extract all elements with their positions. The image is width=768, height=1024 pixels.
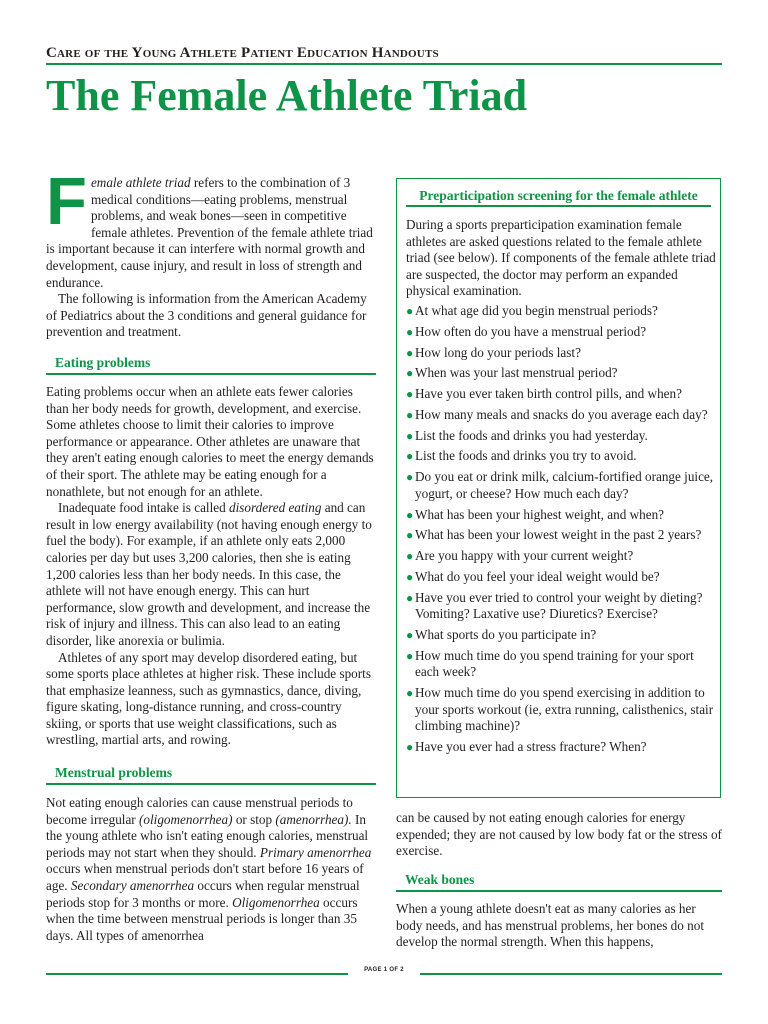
header-rule	[46, 63, 722, 65]
eating-problems-body	[46, 384, 376, 749]
list-item	[406, 569, 716, 586]
screening-box-title: Preparticipation screening for the female athlete	[406, 187, 711, 207]
list-item	[406, 386, 716, 403]
intro-paragraph-1	[46, 164, 376, 291]
menstrual-problems-heading	[46, 765, 376, 785]
question-text: Are you happy with your current weight?	[415, 548, 634, 564]
question-text: What has been your lowest weight in the past 2 years?	[415, 527, 702, 543]
list-item	[406, 324, 716, 341]
menstrual-text-4: occurs when menstrual periods don't start before 16 years of age.	[46, 861, 364, 893]
weak-bones-paragraph: When a young athlete doesn't eat as many calories as her body needs, and has menstrual problems, her bones do not develop the normal strength. When this happens,	[396, 901, 705, 950]
question-text: When was your last menstrual period?	[415, 365, 618, 381]
question-text: How often do you have a menstrual period?	[415, 323, 647, 339]
term-oligomenorrhea-2: Oligomenorrhea	[232, 894, 320, 910]
list-item	[406, 685, 716, 735]
eating-text-b: and can result in low energy availability (not having enough energy to fuel the body). For example, if an athlete only eats 2,000 calories per day but uses 3,200 calories, then she is eating 1,200 calories less than her body needs. In this case, the athlete will not have enough energy. This can hurt performance, slow growth and development, and increase the risk of injury and illness. This can also lead to an eating disorder, like anorexia or bulimia.	[46, 500, 372, 648]
list-item	[406, 548, 716, 565]
question-text: Have you ever had a stress fracture? When?	[415, 739, 647, 755]
list-item	[406, 527, 716, 544]
bullet-icon: ●	[406, 549, 414, 564]
list-item	[406, 627, 716, 644]
eating-text-a: Inadequate food intake is called	[58, 500, 229, 516]
menstrual-problems-body	[46, 795, 376, 944]
list-item	[406, 590, 716, 623]
question-text: What do you feel your ideal weight would be?	[415, 568, 660, 584]
footer-rule-left	[46, 973, 348, 975]
bullet-icon: ●	[406, 387, 414, 402]
question-text: List the foods and drinks you try to avoid.	[415, 448, 637, 464]
list-item	[406, 303, 716, 320]
question-text: Have you ever tried to control your weight by dieting? Vomiting? Laxative use? Diuretics? Exercise?	[415, 589, 703, 622]
menstrual-text-1: Not eating enough calories can cause menstrual periods to become irregular	[46, 795, 353, 827]
term-oligomenorrhea: (oligomenorrhea)	[139, 811, 233, 827]
intro-term: emale athlete triad	[90, 175, 191, 190]
bullet-icon: ●	[406, 740, 414, 755]
list-item	[406, 648, 716, 681]
bullet-icon: ●	[406, 366, 414, 381]
screening-intro: During a sports preparticipation examination female athletes are asked questions related to the female athlete triad (see below). If components of the female athlete triad are suspected, the doctor may perform an expanded physical examination.	[406, 217, 716, 299]
list-item	[406, 469, 716, 502]
question-text: How much time do you spend exercising in addition to your sports workout (ie, extra running, calisthenics, stair climbing machine)?	[415, 685, 714, 734]
menstrual-text-3: In the young athlete who isn't eating enough calories, menstrual periods may not start when they should.	[46, 811, 369, 860]
bullet-icon: ●	[406, 324, 414, 339]
eating-paragraph-1: Eating problems occur when an athlete eats fewer calories than her body needs for growth, development, and exercise. Some athletes choose to limit their calories to improve performance or appearance. Other athletes are unaware that they aren't eating enough calories to meet the energy demands of their sport. The athlete may be eating enough for a nonathlete, but not enough for an athlete.	[46, 384, 374, 499]
page-number: PAGE 1 OF 2	[364, 967, 404, 973]
question-text: List the foods and drinks you had yesterday.	[415, 427, 648, 443]
list-item	[406, 739, 716, 756]
bullet-icon: ●	[406, 449, 414, 464]
question-text: What has been your highest weight, and when?	[415, 506, 665, 522]
list-item	[406, 448, 716, 465]
bullet-icon: ●	[406, 569, 414, 584]
screening-question-list	[406, 303, 716, 756]
bullet-icon: ●	[406, 470, 414, 485]
weak-bones-heading	[396, 872, 722, 892]
screening-box-body	[406, 217, 716, 760]
bullet-icon: ●	[406, 303, 414, 318]
eating-paragraph-3: Athletes of any sport may develop disordered eating, but some sports place athletes at higher risk. These include sports that emphasize leanness, such as gymnastics, dance, diving, figure skating, long-distance running, and cross-country skiing, or sports that use weight classifications, such as wrestling, martial arts, and rowing.	[46, 649, 371, 748]
question-text: How much time do you spend training for your sport each week?	[415, 647, 694, 680]
eating-problems-heading-text: Eating problems	[55, 355, 151, 370]
footer-rule-right	[420, 973, 722, 975]
term-primary-amenorrhea: Primary amenorrhea	[259, 844, 372, 860]
bullet-icon: ●	[406, 428, 414, 443]
eating-term: disordered eating	[229, 500, 322, 516]
question-text: How many meals and snacks do you average each day?	[415, 406, 708, 422]
bullet-icon: ●	[406, 648, 414, 663]
series-title: Care of the Young Athlete Patient Education Handouts	[46, 45, 439, 61]
term-secondary-amenorrhea: Secondary amenorrhea	[70, 877, 195, 893]
eating-problems-heading	[46, 355, 376, 375]
intro-section	[46, 164, 376, 341]
bullet-icon: ●	[406, 628, 414, 643]
bullet-icon: ●	[406, 528, 414, 543]
question-text: What sports do you participate in?	[415, 627, 597, 643]
page-title: The Female Athlete Triad	[46, 71, 528, 120]
bullet-icon: ●	[406, 686, 414, 701]
bullet-icon: ●	[406, 507, 414, 522]
list-item	[406, 428, 716, 445]
question-text: How long do your periods last?	[415, 344, 581, 360]
weak-bones-body	[396, 901, 724, 951]
list-item	[406, 507, 716, 524]
screening-box	[396, 178, 721, 798]
intro-text: refers to the combination of 3 medical conditions—eating problems, menstrual problems, and weak bones—seen in competitive female athletes. Prevention of the female athlete triad is important because it can interfere with normal growth and development, cause injury, and result in loss of strength and endurance.	[46, 175, 373, 290]
list-item	[406, 345, 716, 362]
question-text: Do you eat or drink milk, calcium-fortified orange juice, yogurt, or cheese? How much each day?	[415, 469, 714, 501]
drop-cap: F	[46, 164, 87, 239]
bullet-icon: ●	[406, 590, 414, 605]
eating-paragraph-2	[46, 500, 376, 649]
menstrual-text-2: or stop	[232, 811, 276, 827]
question-text: Have you ever taken birth control pills, and when?	[415, 386, 682, 402]
bullet-icon: ●	[406, 407, 414, 422]
list-item	[406, 365, 716, 382]
weak-bones-heading-text: Weak bones	[405, 872, 475, 887]
list-item	[406, 407, 716, 424]
intro-paragraph-2: The following is information from the American Academy of Pediatrics about the 3 conditions and general guidance for prevention and treatment.	[46, 291, 367, 340]
term-amenorrhea: (amenorrhea).	[275, 811, 352, 827]
continuation-paragraph: can be caused by not eating enough calories for energy expended; they are not caused by low body fat or the stress of exercise.	[396, 810, 722, 859]
question-text: At what age did you begin menstrual periods?	[415, 302, 658, 318]
menstrual-paragraph	[46, 795, 376, 944]
menstrual-text-6: occurs when the time between menstrual periods is longer than 35 days. All types of amenorrhea	[46, 894, 358, 943]
menstrual-text-5: occurs when regular menstrual periods stop for 3 months or more.	[46, 877, 360, 910]
menstrual-problems-heading-text: Menstrual problems	[55, 765, 173, 780]
bullet-icon: ●	[406, 345, 414, 360]
